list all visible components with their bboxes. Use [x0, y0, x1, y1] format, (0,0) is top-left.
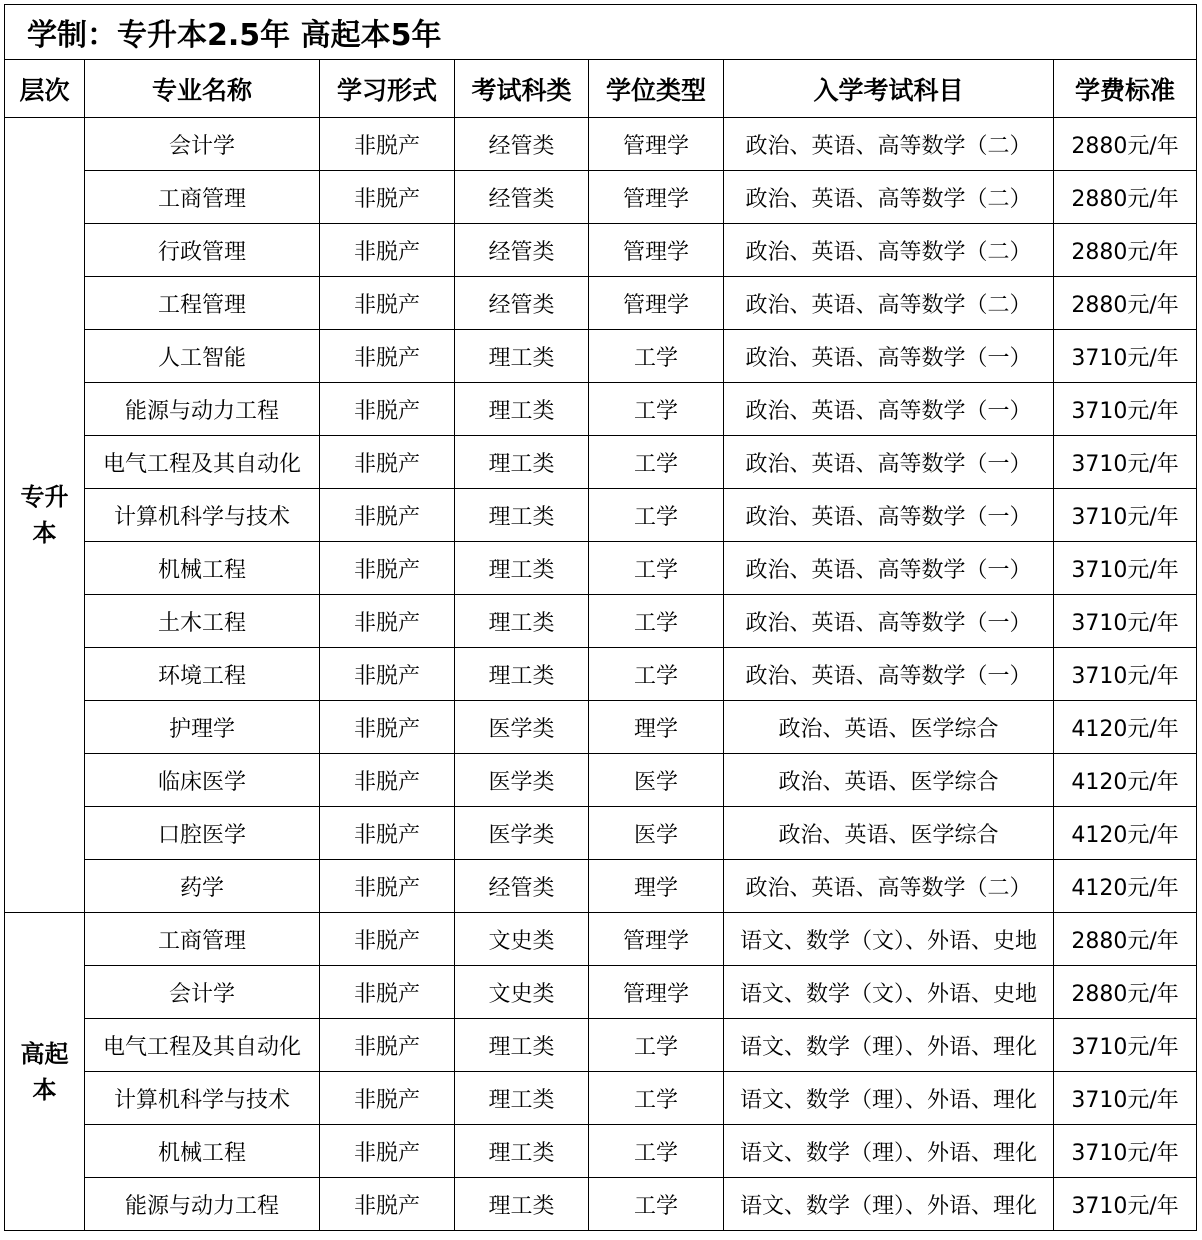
cell-tuition: 3710元/年 [1054, 489, 1197, 542]
cell-major: 计算机科学与技术 [85, 1072, 320, 1125]
cell-tuition: 2880元/年 [1054, 913, 1197, 966]
cell-major: 临床医学 [85, 754, 320, 807]
cell-tuition: 2880元/年 [1054, 171, 1197, 224]
header-exam-subjects: 入学考试科目 [724, 60, 1054, 118]
cell-exam-subjects: 语文、数学（理）、外语、理化 [724, 1019, 1054, 1072]
cell-degree-type: 工学 [589, 383, 724, 436]
cell-exam-subjects: 语文、数学（文）、外语、史地 [724, 966, 1054, 1019]
header-level: 层次 [5, 60, 85, 118]
cell-degree-type: 管理学 [589, 966, 724, 1019]
cell-tuition: 3710元/年 [1054, 1072, 1197, 1125]
cell-tuition: 3710元/年 [1054, 330, 1197, 383]
header-tuition: 学费标准 [1054, 60, 1197, 118]
cell-major: 土木工程 [85, 595, 320, 648]
cell-exam-subjects: 政治、英语、高等数学（一） [724, 648, 1054, 701]
table-row [5, 701, 1197, 754]
table-row [5, 754, 1197, 807]
cell-tuition: 4120元/年 [1054, 701, 1197, 754]
cell-exam-category: 理工类 [455, 1072, 589, 1125]
cell-exam-subjects: 政治、英语、高等数学（一） [724, 595, 1054, 648]
cell-exam-subjects: 政治、英语、医学综合 [724, 754, 1054, 807]
cell-major: 能源与动力工程 [85, 1178, 320, 1231]
cell-degree-type: 工学 [589, 489, 724, 542]
cell-major: 电气工程及其自动化 [85, 1019, 320, 1072]
table-row [5, 807, 1197, 860]
table-row [5, 1178, 1197, 1231]
level-cell [5, 118, 85, 913]
cell-tuition: 3710元/年 [1054, 1019, 1197, 1072]
cell-study-mode: 非脱产 [320, 701, 455, 754]
cell-major: 电气工程及其自动化 [85, 436, 320, 489]
cell-exam-subjects: 政治、英语、高等数学（一） [724, 330, 1054, 383]
cell-degree-type: 管理学 [589, 171, 724, 224]
header-row [5, 60, 1197, 118]
cell-exam-category: 理工类 [455, 436, 589, 489]
cell-degree-type: 理学 [589, 701, 724, 754]
cell-exam-category: 医学类 [455, 701, 589, 754]
cell-degree-type: 工学 [589, 595, 724, 648]
cell-study-mode: 非脱产 [320, 754, 455, 807]
cell-tuition: 3710元/年 [1054, 595, 1197, 648]
cell-exam-category: 理工类 [455, 330, 589, 383]
cell-major: 计算机科学与技术 [85, 489, 320, 542]
cell-tuition: 3710元/年 [1054, 1178, 1197, 1231]
cell-degree-type: 管理学 [589, 277, 724, 330]
cell-exam-category: 理工类 [455, 595, 589, 648]
cell-tuition: 4120元/年 [1054, 754, 1197, 807]
cell-major: 口腔医学 [85, 807, 320, 860]
cell-tuition: 2880元/年 [1054, 966, 1197, 1019]
cell-exam-subjects: 语文、数学（理）、外语、理化 [724, 1178, 1054, 1231]
table-row [5, 1019, 1197, 1072]
cell-tuition: 3710元/年 [1054, 436, 1197, 489]
table-row [5, 277, 1197, 330]
cell-exam-category: 经管类 [455, 171, 589, 224]
cell-exam-category: 文史类 [455, 913, 589, 966]
cell-degree-type: 工学 [589, 542, 724, 595]
cell-tuition: 4120元/年 [1054, 860, 1197, 913]
cell-tuition: 2880元/年 [1054, 118, 1197, 171]
cell-degree-type: 工学 [589, 330, 724, 383]
header-exam-category: 考试科类 [455, 60, 589, 118]
cell-exam-category: 理工类 [455, 489, 589, 542]
cell-tuition: 3710元/年 [1054, 648, 1197, 701]
cell-study-mode: 非脱产 [320, 489, 455, 542]
level-label: 专升 [20, 483, 69, 511]
cell-degree-type: 工学 [589, 1178, 724, 1231]
table-row [5, 860, 1197, 913]
cell-exam-category: 经管类 [455, 224, 589, 277]
cell-study-mode: 非脱产 [320, 1125, 455, 1178]
cell-degree-type: 管理学 [589, 118, 724, 171]
table-row [5, 913, 1197, 966]
table-row [5, 118, 1197, 171]
cell-degree-type: 管理学 [589, 913, 724, 966]
cell-study-mode: 非脱产 [320, 648, 455, 701]
table-row [5, 595, 1197, 648]
cell-tuition: 2880元/年 [1054, 224, 1197, 277]
cell-degree-type: 理学 [589, 860, 724, 913]
cell-exam-category: 理工类 [455, 383, 589, 436]
cell-exam-subjects: 政治、英语、高等数学（二） [724, 277, 1054, 330]
cell-exam-subjects: 政治、英语、医学综合 [724, 807, 1054, 860]
level-label: 本 [32, 1075, 57, 1104]
cell-exam-category: 经管类 [455, 277, 589, 330]
cell-exam-category: 理工类 [455, 648, 589, 701]
cell-exam-category: 医学类 [455, 754, 589, 807]
level-label: 高起 [20, 1039, 69, 1068]
cell-study-mode: 非脱产 [320, 436, 455, 489]
cell-exam-category: 医学类 [455, 807, 589, 860]
cell-major: 会计学 [85, 966, 320, 1019]
cell-study-mode: 非脱产 [320, 277, 455, 330]
cell-tuition: 2880元/年 [1054, 277, 1197, 330]
cell-study-mode: 非脱产 [320, 118, 455, 171]
cell-major: 药学 [85, 860, 320, 913]
cell-major: 能源与动力工程 [85, 383, 320, 436]
cell-exam-category: 理工类 [455, 1125, 589, 1178]
level-label: 本 [32, 519, 57, 547]
cell-exam-subjects: 政治、英语、高等数学（一） [724, 383, 1054, 436]
cell-exam-category: 经管类 [455, 860, 589, 913]
cell-study-mode: 非脱产 [320, 966, 455, 1019]
table-row [5, 1125, 1197, 1178]
table-row [5, 542, 1197, 595]
table-row [5, 171, 1197, 224]
cell-degree-type: 医学 [589, 807, 724, 860]
cell-tuition: 3710元/年 [1054, 1125, 1197, 1178]
cell-exam-subjects: 政治、英语、高等数学（二） [724, 118, 1054, 171]
cell-study-mode: 非脱产 [320, 542, 455, 595]
cell-degree-type: 医学 [589, 754, 724, 807]
cell-major: 环境工程 [85, 648, 320, 701]
table-row [5, 436, 1197, 489]
table-row [5, 224, 1197, 277]
level-cell [5, 913, 85, 1231]
cell-major: 行政管理 [85, 224, 320, 277]
table-row [5, 383, 1197, 436]
cell-study-mode: 非脱产 [320, 807, 455, 860]
cell-tuition: 3710元/年 [1054, 542, 1197, 595]
cell-study-mode: 非脱产 [320, 595, 455, 648]
header-major: 专业名称 [85, 60, 320, 118]
header-study-mode: 学习形式 [320, 60, 455, 118]
table-row [5, 966, 1197, 1019]
cell-degree-type: 工学 [589, 436, 724, 489]
cell-tuition: 3710元/年 [1054, 383, 1197, 436]
table-row [5, 330, 1197, 383]
cell-study-mode: 非脱产 [320, 1178, 455, 1231]
cell-study-mode: 非脱产 [320, 913, 455, 966]
cell-study-mode: 非脱产 [320, 171, 455, 224]
cell-study-mode: 非脱产 [320, 1019, 455, 1072]
cell-exam-category: 理工类 [455, 1178, 589, 1231]
cell-study-mode: 非脱产 [320, 383, 455, 436]
cell-exam-subjects: 政治、英语、高等数学（一） [724, 436, 1054, 489]
cell-exam-category: 理工类 [455, 1019, 589, 1072]
cell-study-mode: 非脱产 [320, 224, 455, 277]
cell-exam-category: 文史类 [455, 966, 589, 1019]
cell-exam-subjects: 语文、数学（理）、外语、理化 [724, 1125, 1054, 1178]
cell-study-mode: 非脱产 [320, 860, 455, 913]
cell-exam-subjects: 政治、英语、高等数学（二） [724, 860, 1054, 913]
cell-exam-subjects: 语文、数学（理）、外语、理化 [724, 1072, 1054, 1125]
table-row [5, 1072, 1197, 1125]
cell-major: 会计学 [85, 118, 320, 171]
cell-major: 人工智能 [85, 330, 320, 383]
cell-degree-type: 工学 [589, 1125, 724, 1178]
cell-degree-type: 工学 [589, 1072, 724, 1125]
cell-degree-type: 工学 [589, 1019, 724, 1072]
table-row [5, 489, 1197, 542]
cell-degree-type: 管理学 [589, 224, 724, 277]
cell-exam-category: 理工类 [455, 542, 589, 595]
cell-exam-subjects: 语文、数学（文）、外语、史地 [724, 913, 1054, 966]
cell-exam-subjects: 政治、英语、医学综合 [724, 701, 1054, 754]
cell-major: 工程管理 [85, 277, 320, 330]
header-degree-type: 学位类型 [589, 60, 724, 118]
cell-study-mode: 非脱产 [320, 330, 455, 383]
cell-exam-category: 经管类 [455, 118, 589, 171]
cell-major: 工商管理 [85, 171, 320, 224]
cell-study-mode: 非脱产 [320, 1072, 455, 1125]
cell-exam-subjects: 政治、英语、高等数学（二） [724, 171, 1054, 224]
cell-tuition: 4120元/年 [1054, 807, 1197, 860]
cell-major: 机械工程 [85, 1125, 320, 1178]
cell-major: 工商管理 [85, 913, 320, 966]
cell-exam-subjects: 政治、英语、高等数学（一） [724, 489, 1054, 542]
cell-major: 护理学 [85, 701, 320, 754]
program-table [4, 4, 1197, 1231]
table-row [5, 648, 1197, 701]
table-title: 学制：专升本2.5年 高起本5年 [5, 5, 1197, 60]
cell-degree-type: 工学 [589, 648, 724, 701]
cell-major: 机械工程 [85, 542, 320, 595]
cell-exam-subjects: 政治、英语、高等数学（二） [724, 224, 1054, 277]
program-table-container [4, 4, 1196, 1231]
cell-exam-subjects: 政治、英语、高等数学（一） [724, 542, 1054, 595]
